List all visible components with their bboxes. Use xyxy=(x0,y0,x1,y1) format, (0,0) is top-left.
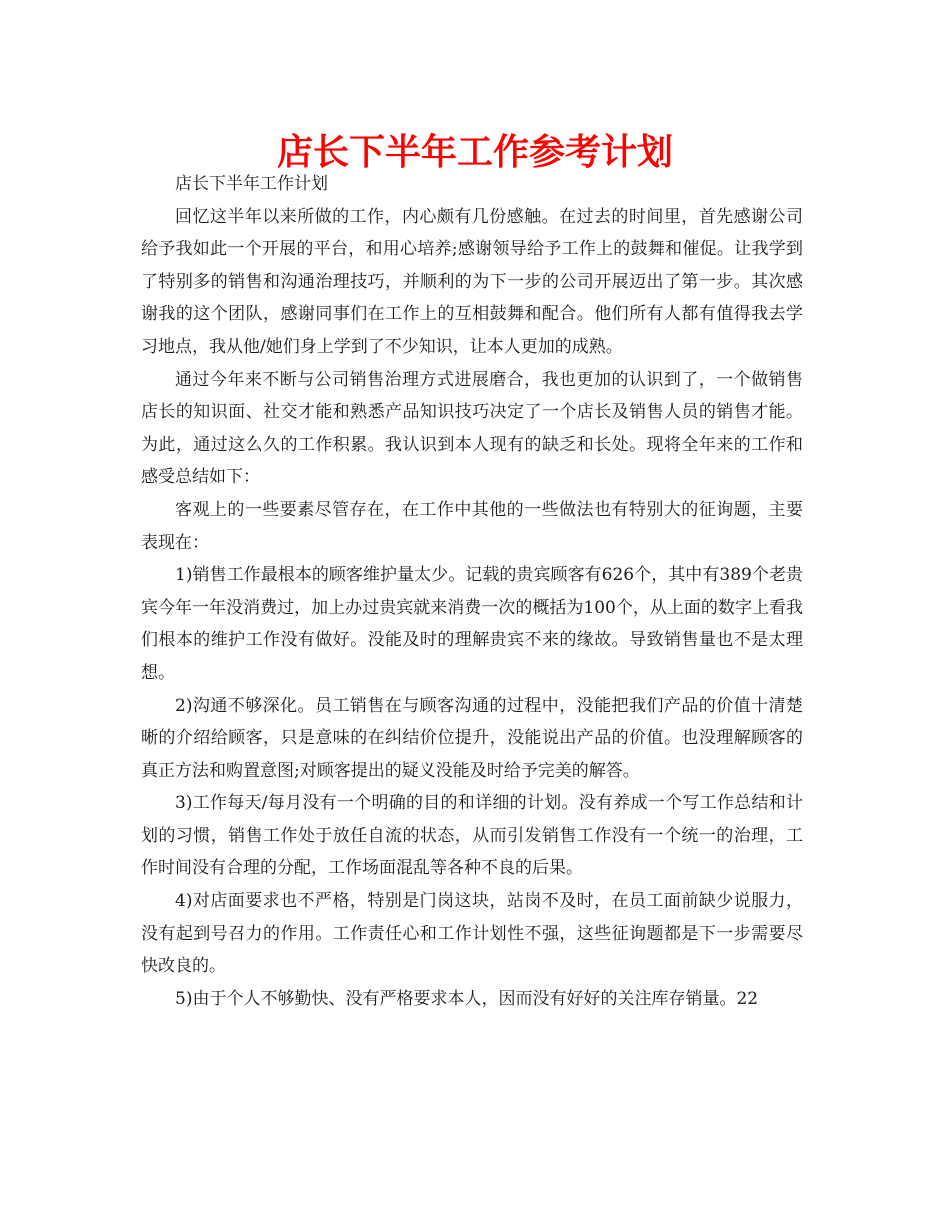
list-item-3: 3)工作每天/每月没有一个明确的目的和详细的计划。没有养成一个写工作总结和计划的习惯，销售工作处于放任自流的状态，从而引发销售工作没有一个统一的治理，工作时间没有合理的分配，工作场面混乱等各种不良的后果。 xyxy=(141,793,803,879)
list-item-4: 4)对店面要求也不严格，特别是门岗这块，站岗不及时，在员工面前缺少说服力，没有起到号召力的作用。工作责任心和工作计划性不强，这些征询题都是下一步需要尽快改良的。 xyxy=(141,891,803,977)
subtitle-paragraph: 店长下半年工作计划 xyxy=(175,174,328,194)
body-paragraph: 客观上的一些要素尽管存在，在工作中其他的一些做法也有特别大的征询题，主要表现在： xyxy=(141,499,803,553)
list-item-5: 5)由于个人不够勤快、没有严格要求本人，因而没有好好的关注库存销量。22 xyxy=(175,988,759,1009)
list-item-1: 1)销售工作最根本的顾客维护量太少。记载的贵宾顾客有626个，其中有389个老贵宾今年一年没消费过，加上办过贵宾就来消费一次的概括为100个，从上面的数字上看我们根本的维护工作没有做好。没能及时的理解贵宾不来的缘故。导致销售量也不是太理想。 xyxy=(141,565,803,683)
list-item-2: 2)沟通不够深化。员工销售在与顾客沟通的过程中，没能把我们产品的价值十清楚晰的介绍给顾客，只是意味的在纠结价位提升，没能说出产品的价值。也没理解顾客的真正方法和购置意图;对顾客提出的疑义没能及时给予完美的解答。 xyxy=(141,695,803,781)
document-body xyxy=(141,168,803,1015)
body-paragraph: 回忆这半年以来所做的工作，内心颇有几份感触。在过去的时间里，首先感谢公司给予我如此一个开展的平台，和用心培养;感谢领导给予工作上的鼓舞和催促。让我学到了特别多的销售和沟通治理技巧，并顺利的为下一步的公司开展迈出了第一步。其次感谢我的这个团队，感谢同事们在工作上的互相鼓舞和配合。他们所有人都有值得我去学习地点，我从他/她们身上学到了不少知识，让本人更加的成熟。 xyxy=(141,206,803,357)
document-title: 店长下半年工作参考计划 xyxy=(276,132,673,173)
body-paragraph: 通过今年来不断与公司销售治理方式进展磨合，我也更加的认识到了，一个做销售店长的知识面、社交才能和熟悉产品知识技巧决定了一个店长及销售人员的销售才能。为此，通过这么久的工作积累。我认识到本人现有的缺乏和长处。现将全年来的工作和感受总结如下： xyxy=(141,369,803,488)
